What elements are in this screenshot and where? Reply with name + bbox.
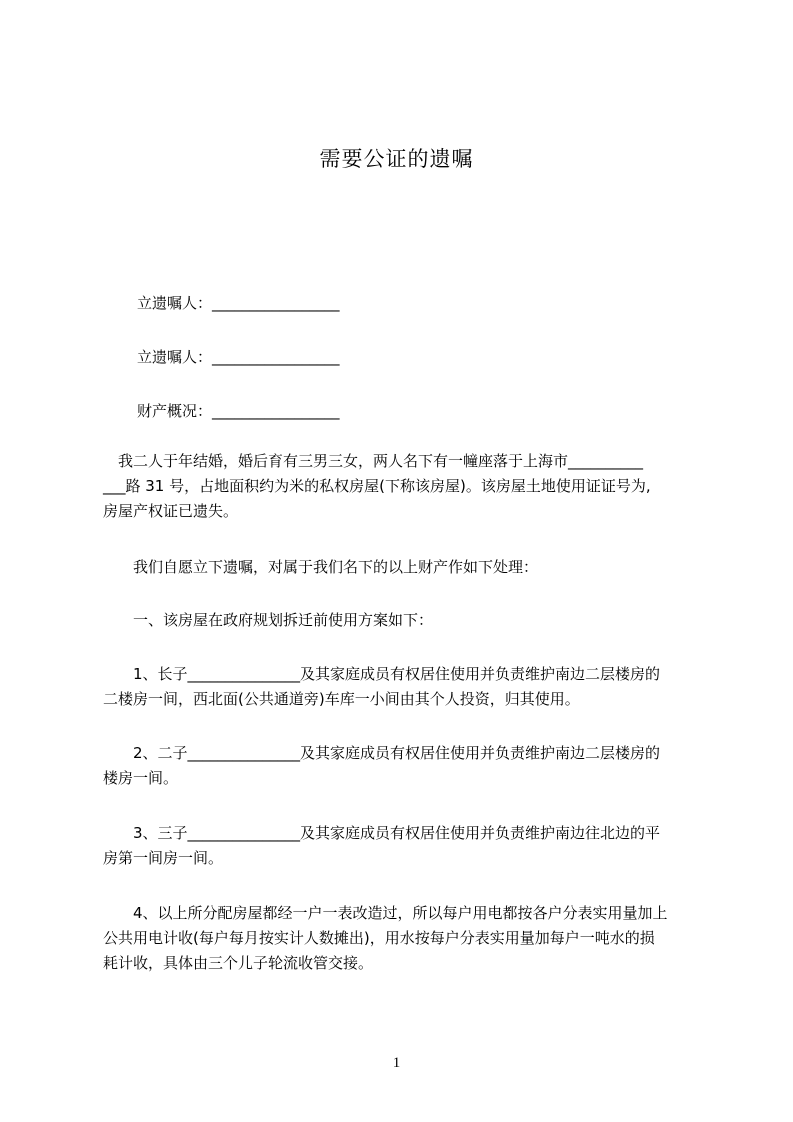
text-line: 房第一间房一间。 (103, 849, 224, 867)
paragraph-marriage-property (103, 449, 703, 524)
list-item-eldest-son (103, 662, 703, 712)
text-line: 房屋产权证已遗失。 (103, 502, 239, 520)
list-item-utilities (103, 901, 703, 976)
document-title: 需要公证的遗嘱 (319, 147, 474, 171)
paragraph-usage-plan (103, 608, 703, 633)
testator-field-1: 立遗嘱人：_________________ (137, 294, 340, 312)
text-line: 3、三子_______________及其家庭成员有权居住使用并负责维护南边往北边的平 (103, 824, 661, 842)
text-line: ___路 31 号，占地面积约为米的私权房屋(下称该房屋)。该房屋土地使用证证号为, (103, 477, 651, 495)
property-overview-field: 财产概况：_________________ (137, 402, 340, 420)
text-line: 我二人于年结婚，婚后育有三男三女，两人名下有一幢座落于上海市__________ (103, 452, 644, 470)
text-line: 二楼房一间，西北面(公共通道旁)车库一小间由其个人投资，归其使用。 (103, 690, 580, 708)
text-line: 公共用电计收(每户每月按实计人数摊出)，用水按每户分表实用量加每户一吨水的损 (103, 929, 655, 947)
text-line: 耗计收，具体由三个儿子轮流收管交接。 (103, 954, 374, 972)
page-number: 1 (392, 1055, 401, 1071)
text-line: 一、该房屋在政府规划拆迁前使用方案如下： (103, 611, 434, 629)
text-line: 1、长子_______________及其家庭成员有权居住使用并负责维护南边二层楼房的 (103, 665, 661, 683)
text-line: 楼房一间。 (103, 769, 179, 787)
testator-field-2: 立遗嘱人：_________________ (137, 348, 340, 366)
text-line: 4、以上所分配房屋都经一户一表改造过，所以每户用电都按各户分表实用量加上 (103, 904, 668, 922)
text-line: 我们自愿立下遗嘱，对属于我们名下的以上财产作如下处理： (103, 558, 539, 576)
list-item-third-son (103, 821, 703, 871)
text-line: 2、二子_______________及其家庭成员有权居住使用并负责维护南边二层楼房的 (103, 744, 661, 762)
paragraph-will-intent (103, 555, 703, 580)
list-item-second-son (103, 741, 703, 791)
